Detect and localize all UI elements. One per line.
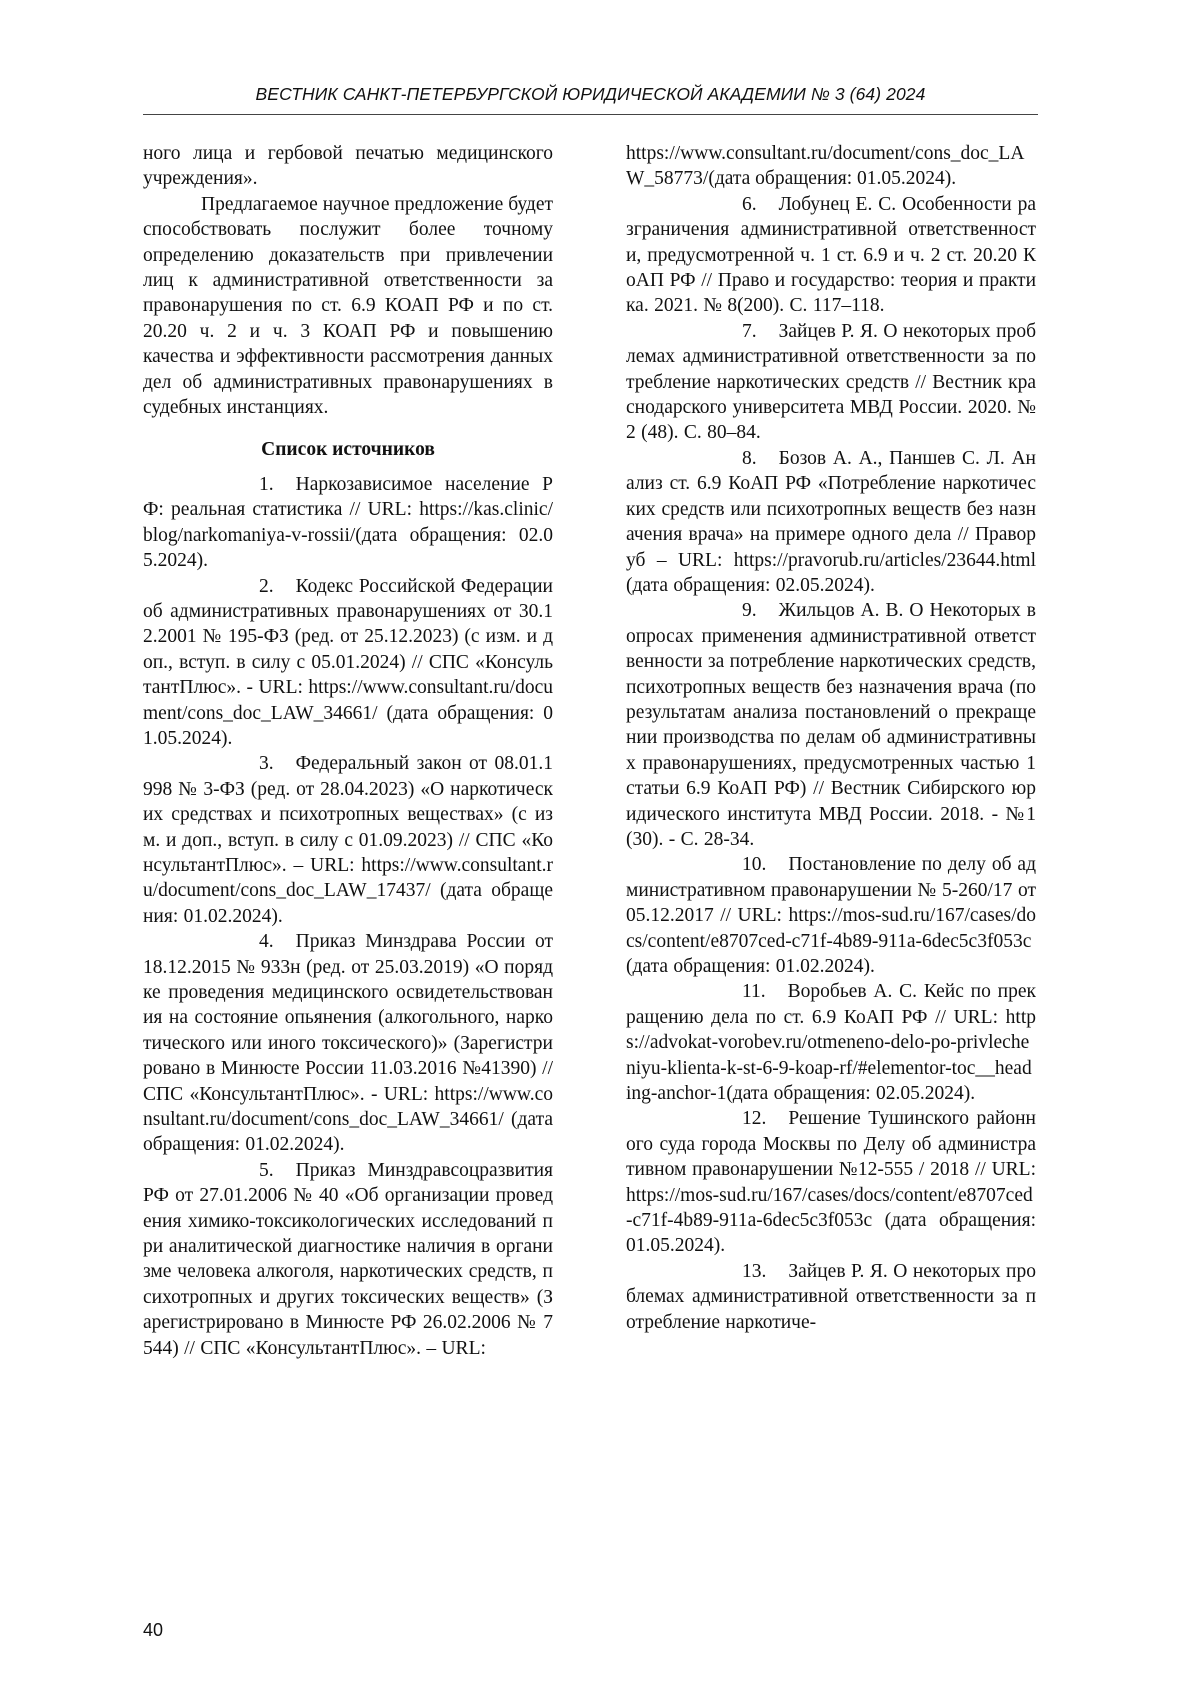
reference-item [626, 319, 1036, 446]
reference-item [143, 574, 553, 752]
reference-item [143, 1158, 553, 1361]
reference-text: Кодекс Российской Федерации об административных правонарушениях от 30.12.2001 № 195-ФЗ (ред. от 25.12.2023) (с изм. и доп., вступ. в силу с 05.01.2024) // СПС «КонсультантПлюс». - URL: https://www.consultant.ru/document/cons_doc_LAW_34661/ (дата обращения: 01.05.2024). [143, 576, 553, 749]
reference-number: 10. [684, 852, 766, 877]
reference-text: Воробьев А. С. Кейс по прекращению дела по ст. 6.9 КоАП РФ // URL: https://advokat-vorobev.ru/otmeneno-delo-po-privlecheniyu-klienta-k-st-6-9-koap-rf/#elementor-toc__heading-anchor-1(дата обращения: 02.05.2024). [626, 981, 1036, 1104]
reference-number: 3. [201, 751, 274, 776]
reference-item [626, 1259, 1036, 1335]
header-divider [143, 114, 1038, 115]
reference-text: Приказ Минздравсоцразвития РФ от 27.01.2006 № 40 «Об организации проведения химико-токсикологических исследований при аналитической диагностике наличия в организме человека алкоголя, наркотических средств, психотропных и других токсических веществ» (Зарегистрировано в Минюсте РФ 26.02.2006 № 7544) // СПС «КонсультантПлюс». – URL: [143, 1160, 553, 1359]
reference-item [626, 852, 1036, 979]
reference-text: Зайцев Р. Я. О некоторых проблемах административной ответственности за потребление наркотиче- [626, 1261, 1036, 1333]
reference-text: Лобунец Е. С. Особенности разграничения административной ответственности, предусмотренной ч. 1 ст. 6.9 и ч. 2 ст. 20.20 КоАП РФ // Право и государство: теория и практика. 2021. № 8(200). С. 117–118. [626, 194, 1036, 317]
reference-number: 6. [684, 192, 757, 217]
reference-number: 7. [684, 319, 757, 344]
reference-number: 5. [201, 1158, 274, 1183]
reference-number: 1. [201, 472, 274, 497]
reference-number: 2. [201, 574, 274, 599]
paragraph-conclusion: Предлагаемое научное предложение будет способствовать послужит более точному определению доказательств при привлечении лиц к административной ответственности за правонарушения по ст. 6.9 КОАП РФ и по ст. 20.20 ч. 2 и ч. 3 КОАП РФ и повышению качества и эффективности рассмотрения данных дел об административных правонарушениях в судебных инстанциях. [143, 192, 553, 421]
page-number: 40 [143, 1620, 163, 1641]
reference-text: Зайцев Р. Я. О некоторых проблемах административной ответственности за потребление наркотических средств // Вестник краснодарского университета МВД России. 2020. № 2 (48). С. 80–84. [626, 321, 1036, 444]
reference-text: Наркозависимое население РФ: реальная статистика // URL: https://kas.clinic/blog/narkomaniya-v-rossii/(дата обращения: 02.05.2024). [143, 474, 553, 571]
reference-continuation: https://www.consultant.ru/document/cons_doc_LAW_58773/(дата обращения: 01.05.2024). [626, 141, 1036, 192]
reference-item [626, 598, 1036, 852]
reference-text: Приказ Минздрава России от 18.12.2015 № 933н (ред. от 25.03.2019) «О порядке проведения медицинского освидетельствования на состояние опьянения (алкогольного, наркотического или иного токсического)» (Зарегистрировано в Минюсте России 11.03.2016 №41390) // СПС «КонсультантПлюс». - URL: https://www.consultant.ru/document/cons_doc_LAW_34661/ (дата обращения: 01.02.2024). [143, 931, 553, 1155]
reference-text: Жильцов А. В. О Некоторых вопросах применения административной ответственности за потребление наркотических средств, психотропных веществ без назначения врача (по результатам анализа постановлений о прекращении производства по делам об административных правонарушениях, предусмотренных частью 1 статьи 6.9 КоАП РФ) // Вестник Сибирского юридического института МВД России. 2018. - №1(30). - С. 28-34. [626, 600, 1036, 850]
reference-text: Решение Тушинского районного суда города Москвы по Делу об административном правонарушении №12-555 / 2018 // URL: https://mos-sud.ru/167/cases/docs/content/e8707ced-c71f-4b89-911a-6dec5c3f053c (дата обращения: 01.05.2024). [626, 1108, 1036, 1256]
reference-text: Федеральный закон от 08.01.1998 № 3-ФЗ (ред. от 28.04.2023) «О наркотических средствах и психотропных веществах» (с изм. и доп., вступ. в силу с 01.09.2023) // СПС «КонсультантПлюс». – URL: https://www.consultant.ru/document/cons_doc_LAW_17437/ (дата обращения: 01.02.2024). [143, 753, 553, 926]
reference-text: Постановление по делу об административном правонарушении № 5-260/17 от 05.12.2017 // URL: https://mos-sud.ru/167/cases/docs/content/e8707ced-c71f-4b89-911a-6dec5c3f053c (дата обращения: 01.02.2024). [626, 854, 1036, 977]
references-heading: Список источников [143, 437, 553, 462]
reference-item [626, 979, 1036, 1106]
reference-item [143, 929, 553, 1158]
reference-item [626, 446, 1036, 598]
reference-item [626, 192, 1036, 319]
journal-header: ВЕСТНИК САНКТ-ПЕТЕРБУРГСКОЙ ЮРИДИЧЕСКОЙ АКАДЕМИИ № 3 (64) 2024 [143, 84, 1038, 105]
paragraph-continuation: ного лица и гербовой печатью медицинского учреждения». [143, 141, 553, 192]
reference-item [143, 472, 553, 574]
reference-text: Бозов А. А., Паншев С. Л. Анализ ст. 6.9 КоАП РФ «Потребление наркотических средств или психотропных веществ без назначения врача» на примере одного дела // Праворуб – URL: https://pravorub.ru/articles/23644.html (дата обращения: 02.05.2024). [626, 448, 1036, 596]
right-column [626, 141, 1036, 1335]
reference-number: 13. [684, 1259, 766, 1284]
reference-number: 11. [684, 979, 766, 1004]
reference-number: 8. [684, 446, 757, 471]
reference-number: 4. [201, 929, 274, 954]
reference-item [626, 1106, 1036, 1258]
reference-number: 9. [684, 598, 757, 623]
reference-number: 12. [684, 1106, 766, 1131]
reference-item [143, 751, 553, 929]
left-column [143, 141, 553, 1361]
